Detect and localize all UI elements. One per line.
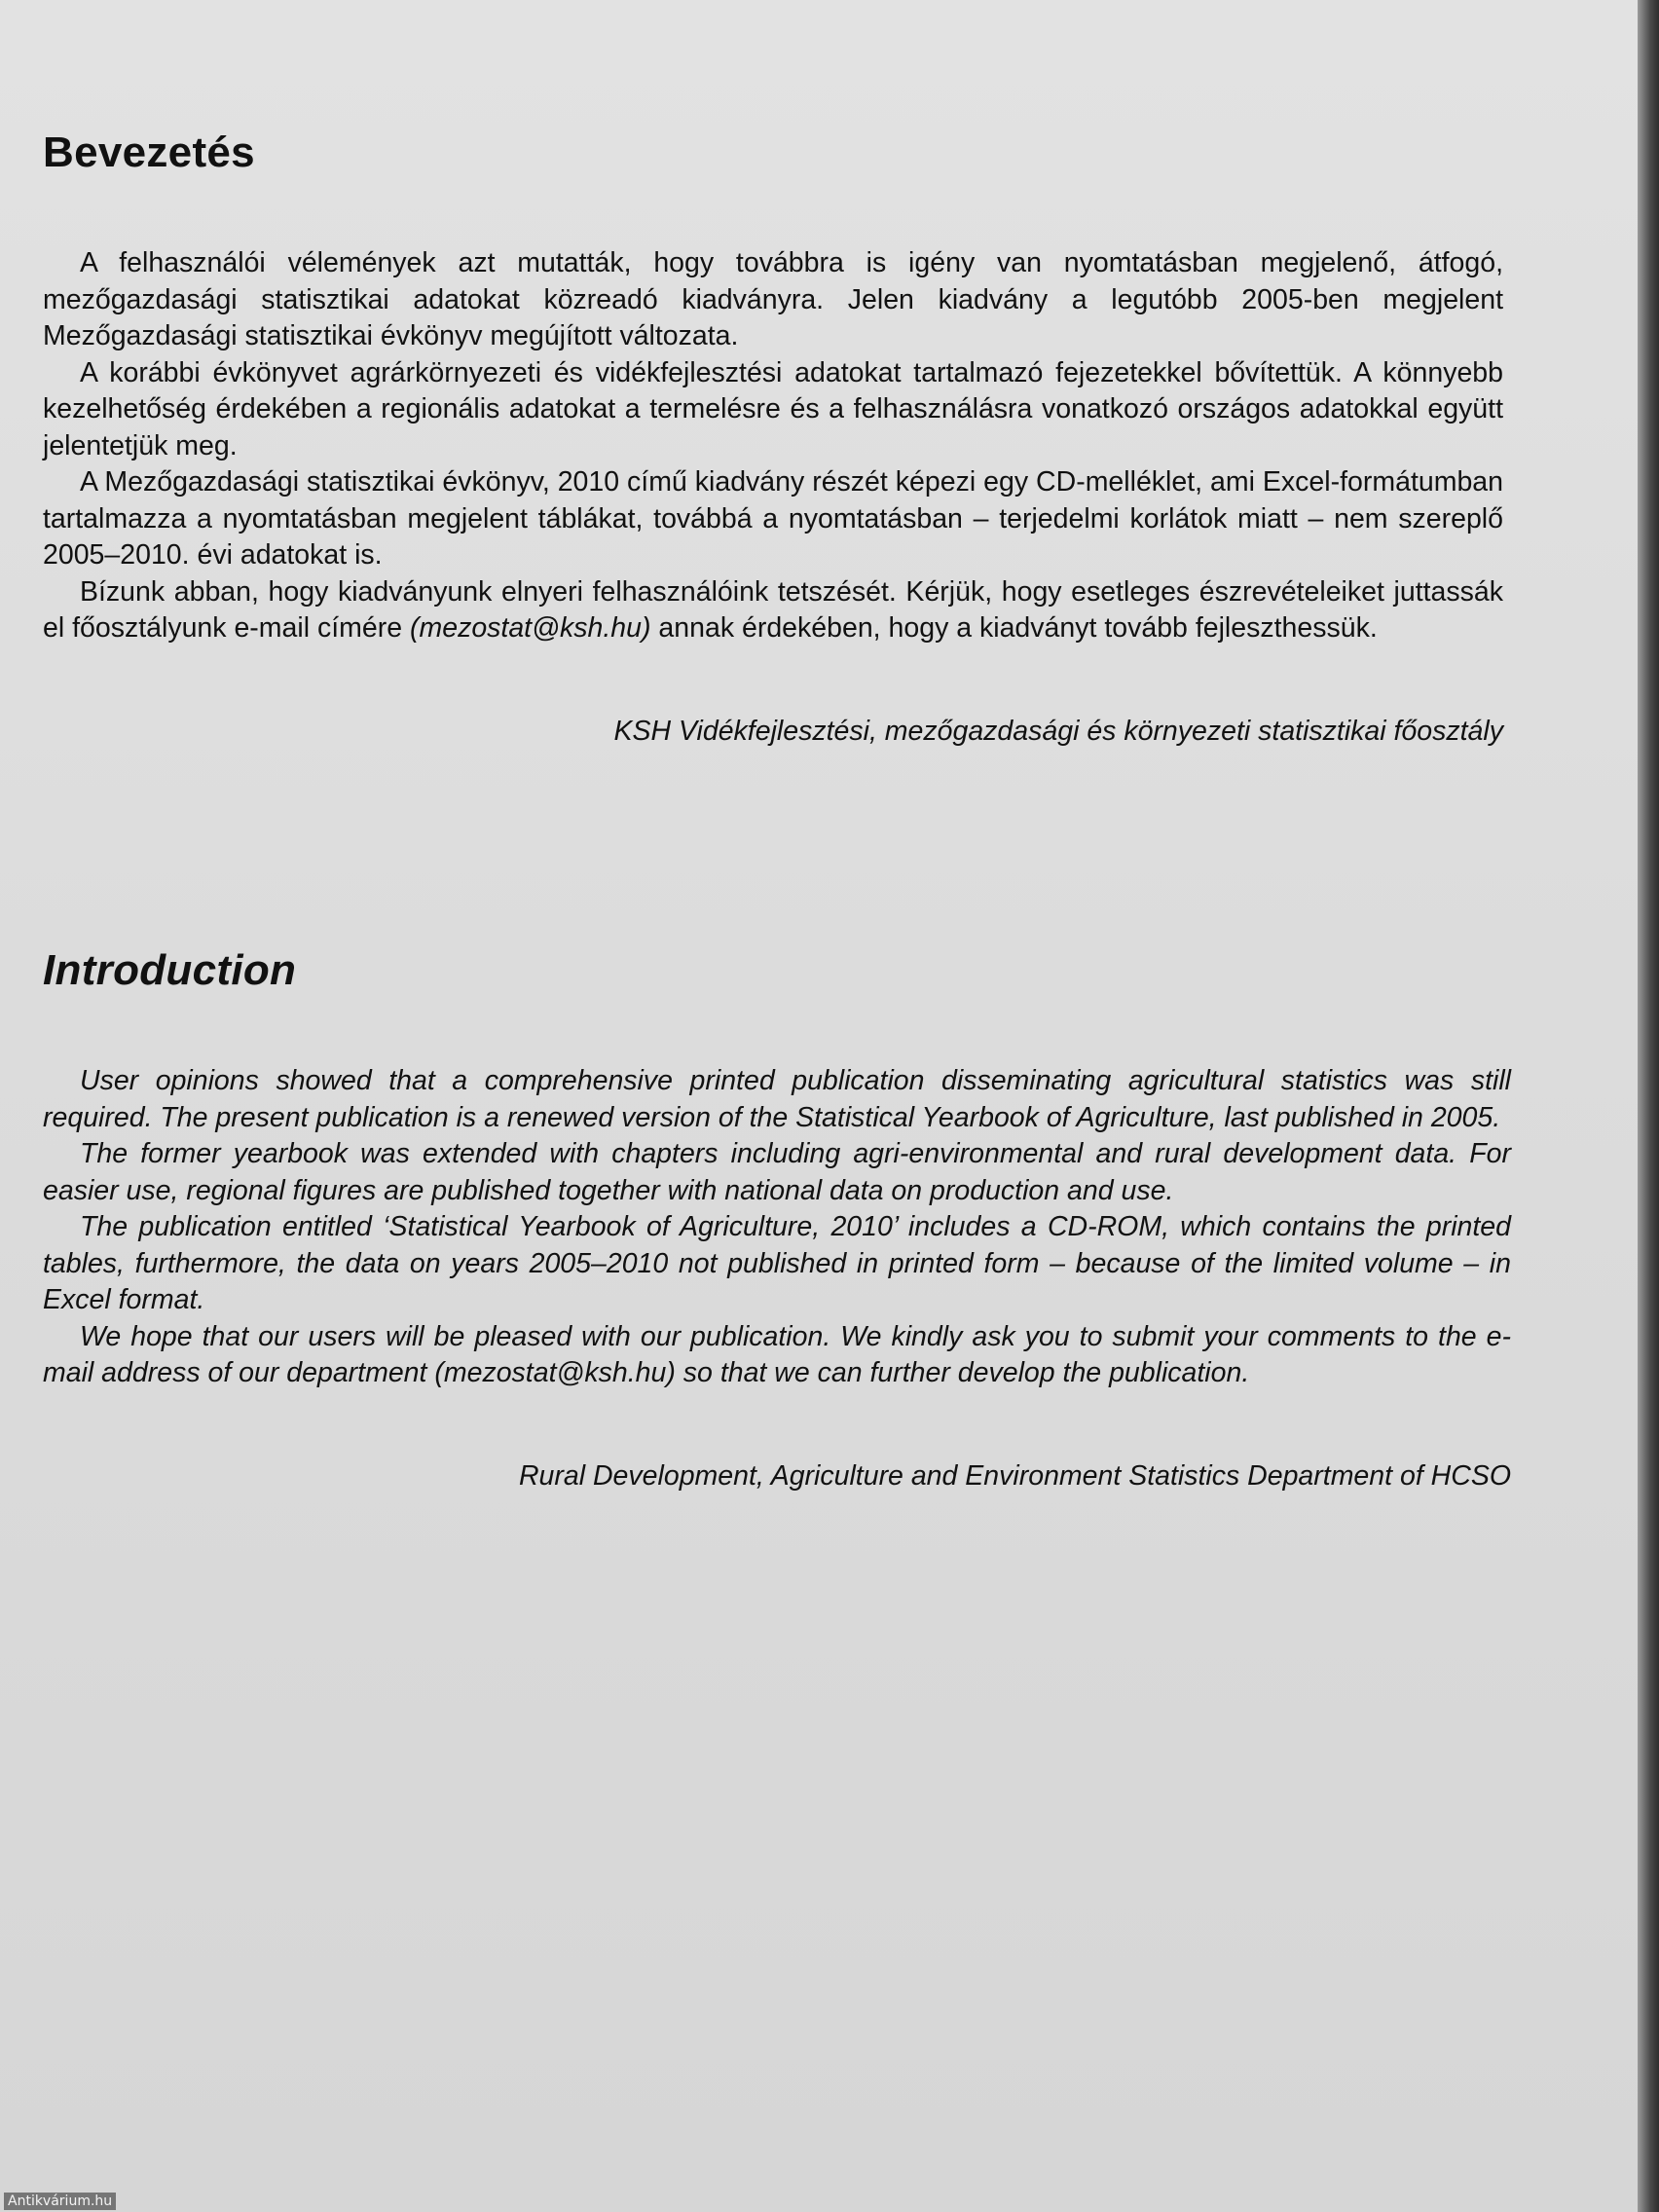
- hungarian-body: [43, 245, 1503, 647]
- section-title-hungarian: Bevezetés: [43, 129, 255, 176]
- email-address: (mezostat@ksh.hu): [409, 612, 651, 644]
- signature-hungarian: KSH Vidékfejlesztési, mezőgazdasági és környezeti statisztikai főosztály: [613, 715, 1503, 747]
- paragraph: We hope that our users will be pleased with our publication. We kindly ask you to submit your comments to the e-mail address of our department (mezostat@ksh.hu) so that we can further develop the publication.: [43, 1320, 1511, 1388]
- paragraph: The former yearbook was extended with chapters including agri-environmental and rural development data. For easier use, regional figures are published together with national data on production and use.: [43, 1138, 1511, 1206]
- watermark-label: Antikvárium.hu: [4, 2193, 116, 2210]
- paragraph: The publication entitled ‘Statistical Yearbook of Agriculture, 2010’ includes a CD-ROM, which contains the printed tables, furthermore, the data on years 2005–2010 not published in printed form – because of the limited volume – in Excel format.: [43, 1211, 1511, 1315]
- paragraph-text: Bízunk abban, hogy kiadványunk elnyeri felhasználóink tetszését. Kérjük, hogy esetleges észrevételeiket juttassák el főosztályunk e-mail címére: [43, 575, 1503, 644]
- section-title-english: Introduction: [43, 946, 297, 994]
- document-page: [43, 0, 1511, 2212]
- paragraph: A Mezőgazdasági statisztikai évkönyv, 2010 című kiadvány részét képezi egy CD-melléklet, ami Excel-formátumban tartalmazza a nyomtatásban megjelent táblákat, továbbá a nyomtatásban – terjedelmi korlátok miatt – nem szereplő 2005–2010. évi adatokat is.: [43, 466, 1503, 571]
- signature-english: Rural Development, Agriculture and Environment Statistics Department of HCSO: [518, 1459, 1511, 1492]
- paragraph: User opinions showed that a comprehensive printed publication disseminating agricultural statistics was still required. The present publication is a renewed version of the Statistical Yearbook of Agriculture, last published in 2005.: [43, 1065, 1511, 1133]
- page-edge-shadow: [1638, 0, 1659, 2212]
- english-body: [43, 1063, 1511, 1392]
- paragraph: A korábbi évkönyvet agrárkörnyezeti és vidékfejlesztési adatokat tartalmazó fejezetekkel bővítettük. A könnyebb kezelhetőség érdekében a regionális adatokat a termelésre és a felhasználásra vonatkozó országos adatokkal együtt jelentetjük meg.: [43, 356, 1503, 461]
- paragraph: [43, 574, 1503, 647]
- hungarian-section: [43, 129, 1503, 748]
- english-section: [43, 946, 1511, 1493]
- paragraph-text: annak érdekében, hogy a kiadványt tovább fejleszthessük.: [650, 612, 1378, 644]
- paragraph: A felhasználói vélemények azt mutatták, hogy továbbra is igény van nyomtatásban megjelenő, átfogó, mezőgazdasági statisztikai adatokat közreadó kiadványra. Jelen kiadvány a legutóbb 2005-ben megjelent Mezőgazdasági statisztikai évkönyv megújított változata.: [43, 247, 1503, 351]
